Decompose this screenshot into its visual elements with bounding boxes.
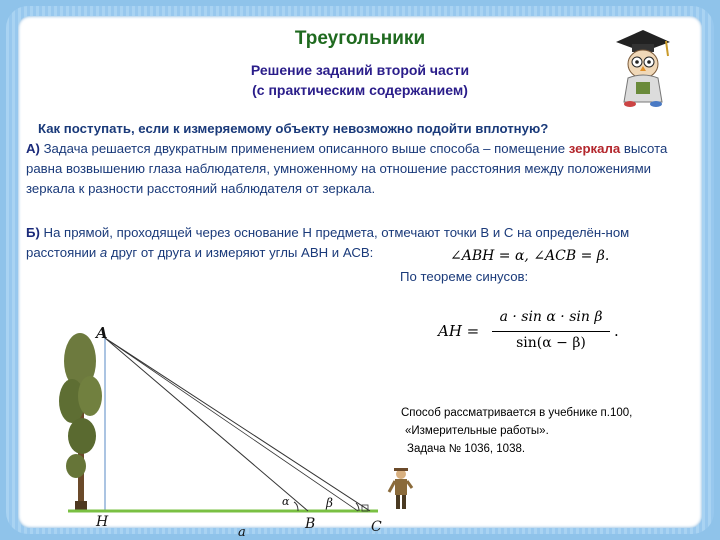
sine-theorem-formula <box>438 309 638 357</box>
slide-title: Треугольники <box>294 28 426 49</box>
theorem-text: По теореме синусов: <box>400 269 529 284</box>
formula-tail: . <box>614 322 619 340</box>
slide <box>18 16 702 540</box>
part-a-text-1: Задача решается двукратным применением описанного выше способа – помещение <box>39 141 569 156</box>
point-A-label: A <box>96 324 108 342</box>
professor-owl-icon <box>608 22 678 108</box>
question-text: Как поступать, если к измеряемому объекту невозможно подойти вплотную? <box>38 121 549 136</box>
height-measurement-diagram <box>58 306 418 540</box>
part-a-highlight: зеркала <box>568 141 621 156</box>
sight-line-C <box>105 338 370 511</box>
part-a-label: А) <box>26 141 40 156</box>
angles-formula: ∠ABH = α, ∠ACB = β. <box>450 248 610 264</box>
reference-line-1: Способ рассматривается в учебнике п.100, <box>401 407 633 419</box>
observer-person-icon <box>389 468 412 509</box>
formula-fraction-bar <box>492 331 610 332</box>
formula-lhs: AH = <box>438 322 480 340</box>
subtitle-line-1: Решение заданий второй части <box>250 62 470 78</box>
reference-line-3: Задача № 1036, 1038. <box>407 443 526 455</box>
point-H-label: H <box>96 514 109 530</box>
subtitle-line-2: (с практическим содержанием) <box>252 82 468 98</box>
slide-subtitle <box>18 60 702 100</box>
angle-alpha-label: α <box>282 495 290 508</box>
segment-a-label: a <box>238 525 246 540</box>
textbook-reference <box>401 404 632 458</box>
part-b-var-a: a <box>99 245 108 260</box>
reference-line-2: «Измерительные работы». <box>405 425 549 437</box>
point-B-label: B <box>305 516 316 532</box>
part-b-text-1: На прямой, проходящей через основание Н предмета, отмечают точки В и С на определён-ном расстоянии <box>26 225 630 260</box>
part-a-paragraph <box>26 139 698 199</box>
angle-beta-label: β <box>326 496 333 510</box>
point-C-label: C <box>371 519 382 535</box>
sight-line-helper <box>105 338 358 511</box>
part-b-label: Б) <box>26 225 40 240</box>
part-b-text-2: друг от друга и измеряют углы АВН и АСВ: <box>107 245 374 260</box>
tree-icon <box>59 333 102 511</box>
formula-denominator: sin(α − β) <box>516 335 586 351</box>
part-a-text-2: высота равна возвышению глаза наблюдателя, умноженному на отношение расстояния между положениями зеркала к разности расстояний наблюдателя от зеркала. <box>26 141 668 196</box>
sight-line-B <box>105 338 308 511</box>
formula-numerator: a · sin α · sin β <box>499 309 603 325</box>
